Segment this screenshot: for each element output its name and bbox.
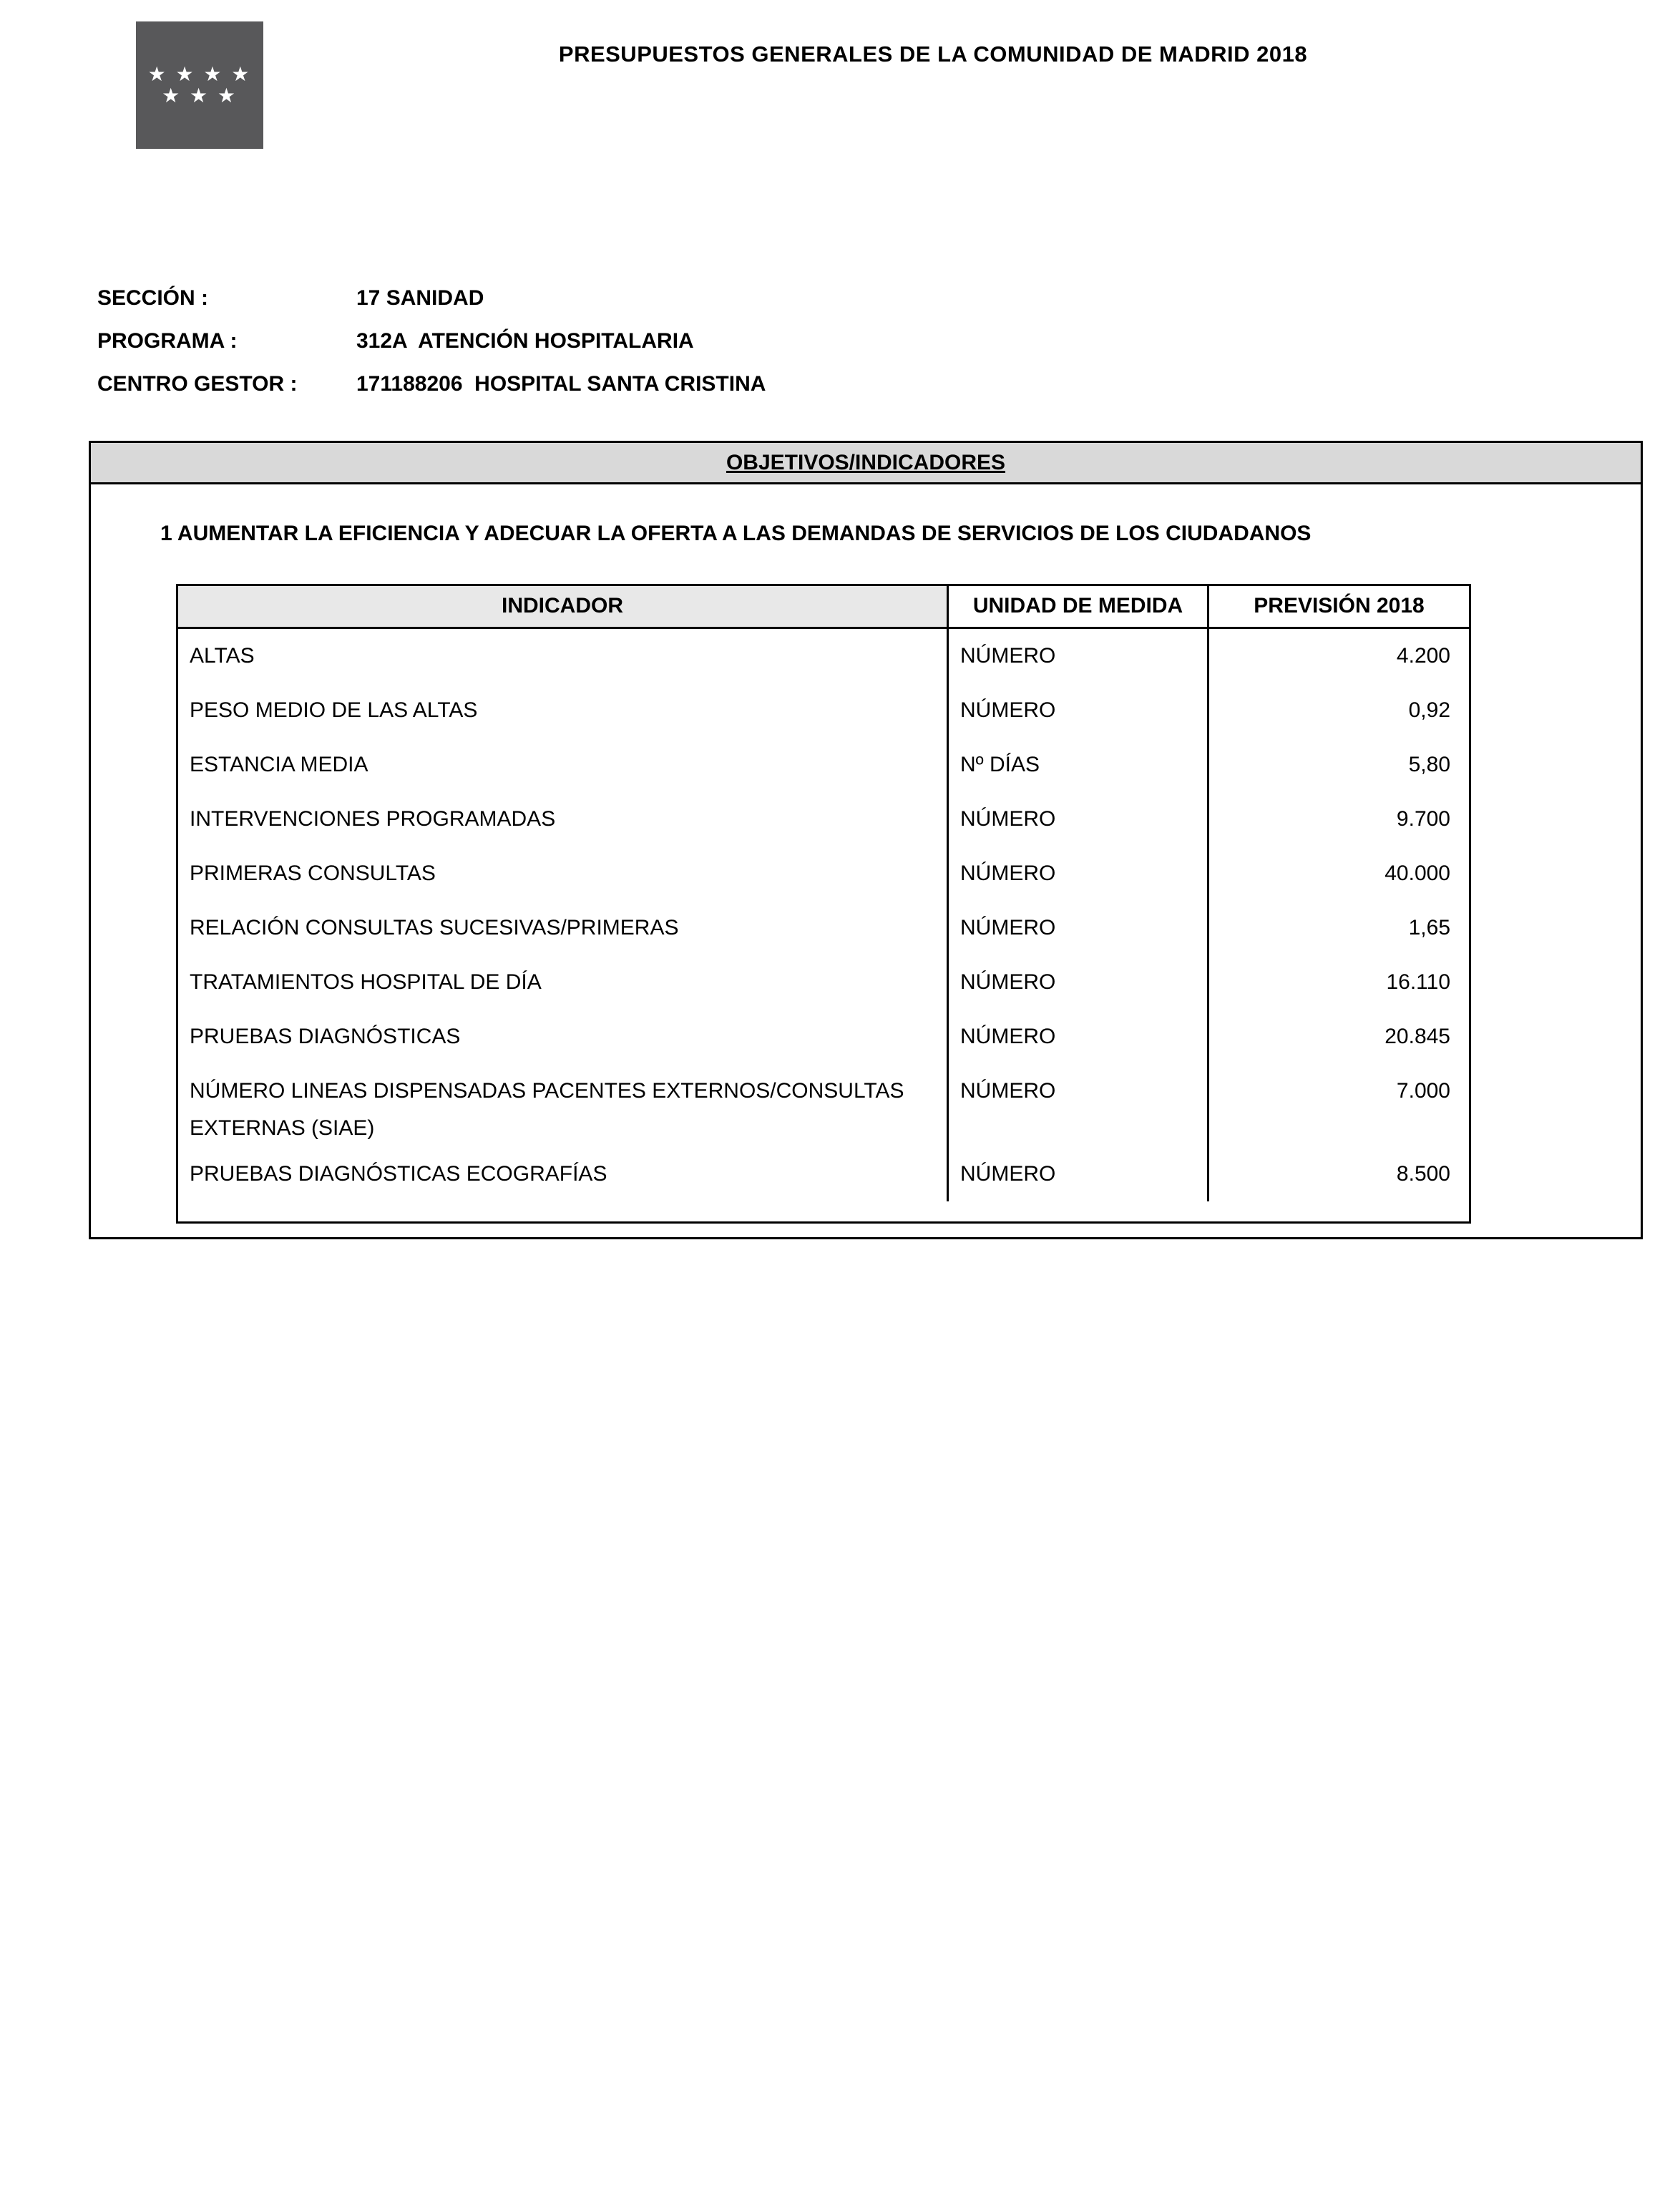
seccion-label: SECCIÓN :	[97, 286, 209, 310]
unit-cell: NÚMERO	[949, 846, 1209, 901]
indicator-cell: ESTANCIA MEDIA	[178, 738, 949, 792]
unit-cell: NÚMERO	[949, 955, 1209, 1010]
table-row	[178, 683, 1469, 738]
madrid-stars-icon: ★ ★ ★	[162, 84, 238, 107]
table-row	[178, 792, 1469, 846]
madrid-stars-icon: ★ ★ ★ ★	[147, 63, 252, 85]
table-row	[178, 1010, 1469, 1064]
table-row	[178, 629, 1469, 683]
forecast-cell: 5,80	[1408, 753, 1450, 776]
header-prevision-2018: PREVISIÓN 2018	[1254, 594, 1425, 618]
forecast-cell: 1,65	[1408, 916, 1450, 940]
objective-1-text: 1 AUMENTAR LA EFICIENCIA Y ADECUAR LA OFERTA A LAS DEMANDAS DE SERVICIOS DE LOS CIUDADANOS	[160, 522, 1312, 545]
centro-gestor-label: CENTRO GESTOR :	[97, 372, 298, 396]
unit-cell: NÚMERO	[949, 901, 1209, 955]
indicator-cell: PRIMERAS CONSULTAS	[178, 846, 949, 901]
unit-cell: NÚMERO	[949, 629, 1209, 683]
unit-cell: NÚMERO	[949, 1147, 1209, 1201]
programa-value: 312A ATENCIÓN HOSPITALARIA	[356, 329, 694, 353]
unit-cell: Nº DÍAS	[949, 738, 1209, 792]
meta-row-programa	[97, 329, 766, 372]
header-unidad-de-medida: UNIDAD DE MEDIDA	[949, 586, 1209, 627]
indicators-table	[176, 584, 1471, 1224]
forecast-cell: 0,92	[1408, 698, 1450, 722]
table-row	[178, 955, 1469, 1010]
table-header-row	[178, 586, 1469, 629]
indicator-cell: ALTAS	[178, 629, 949, 683]
unit-cell: NÚMERO	[949, 683, 1209, 738]
meta-section	[97, 286, 766, 415]
indicator-cell: INTERVENCIONES PROGRAMADAS	[178, 792, 949, 846]
objectives-indicators-box	[89, 441, 1643, 1239]
indicator-cell: TRATAMIENTOS HOSPITAL DE DÍA	[178, 955, 949, 1010]
centro-gestor-value: 171188206 HOSPITAL SANTA CRISTINA	[356, 372, 766, 396]
seccion-value: 17 SANIDAD	[356, 286, 484, 310]
table-row	[178, 1147, 1469, 1201]
programa-label: PROGRAMA :	[97, 329, 238, 353]
forecast-cell: 9.700	[1396, 807, 1450, 831]
unit-cell: NÚMERO	[949, 1010, 1209, 1064]
meta-row-seccion	[97, 286, 766, 329]
indicator-cell: PRUEBAS DIAGNÓSTICAS ECOGRAFÍAS	[178, 1147, 949, 1201]
indicator-cell: RELACIÓN CONSULTAS SUCESIVAS/PRIMERAS	[178, 901, 949, 955]
forecast-cell: 40.000	[1384, 862, 1450, 885]
forecast-cell: 8.500	[1396, 1162, 1450, 1186]
objectives-box-title: OBJETIVOS/INDICADORES	[91, 443, 1641, 484]
table-row	[178, 1064, 1469, 1147]
table-row	[178, 901, 1469, 955]
indicator-cell: PESO MEDIO DE LAS ALTAS	[178, 683, 949, 738]
forecast-cell: 4.200	[1396, 644, 1450, 668]
unit-cell: NÚMERO	[949, 792, 1209, 846]
indicator-cell: NÚMERO LINEAS DISPENSADAS PACENTES EXTERNOS/CONSULTAS EXTERNAS (SIAE)	[178, 1064, 949, 1147]
comunidad-de-madrid-logo	[136, 21, 263, 149]
forecast-cell: 7.000	[1396, 1079, 1450, 1103]
unit-cell: NÚMERO	[949, 1064, 1209, 1147]
document-title: PRESUPUESTOS GENERALES DE LA COMUNIDAD DE MADRID 2018	[558, 42, 1308, 67]
forecast-cell: 16.110	[1386, 970, 1450, 994]
table-row	[178, 738, 1469, 792]
header-indicador: INDICADOR	[178, 586, 949, 627]
meta-row-centro-gestor	[97, 372, 766, 415]
forecast-cell: 20.845	[1384, 1025, 1450, 1048]
indicator-cell: PRUEBAS DIAGNÓSTICAS	[178, 1010, 949, 1064]
table-row	[178, 846, 1469, 901]
